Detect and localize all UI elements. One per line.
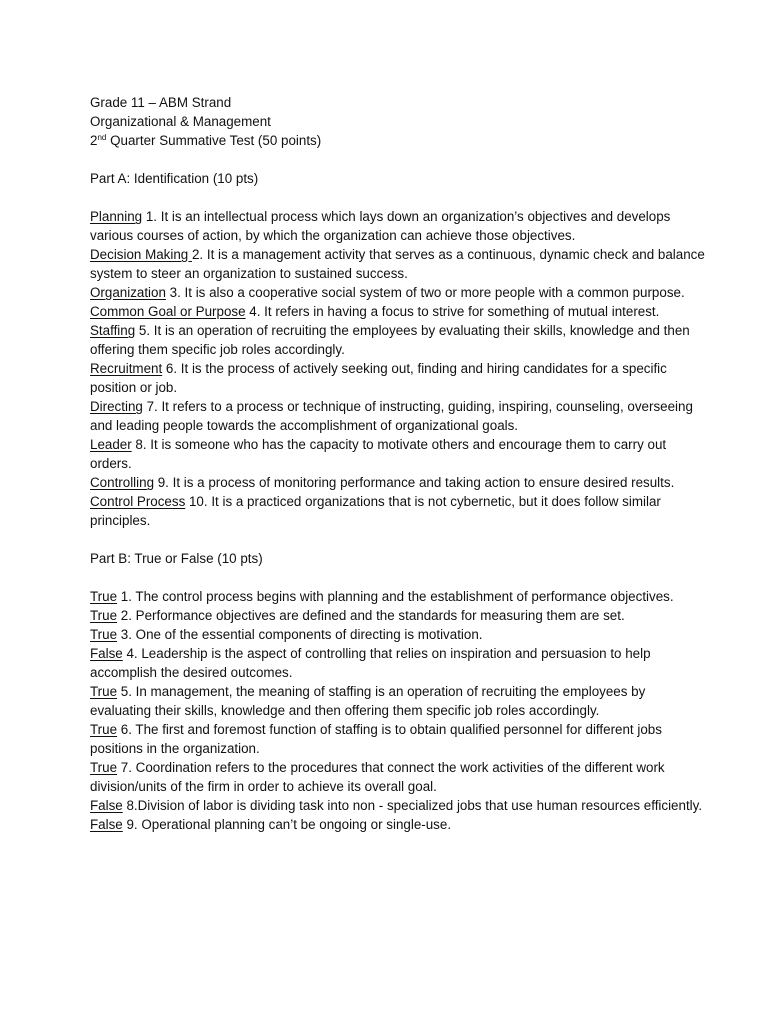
question-text: 10. It is a practiced organizations that is not cybernetic, but it does follow similar principles. bbox=[90, 494, 661, 528]
answer-text: Common Goal or Purpose bbox=[90, 304, 246, 319]
question-text: 3. One of the essential components of directing is motivation. bbox=[117, 627, 483, 642]
part-a-item bbox=[90, 473, 708, 492]
question-text: 5. It is an operation of recruiting the employees by evaluating their skills, knowledge and then offering them specific job roles accordingly. bbox=[90, 323, 690, 357]
part-a-list bbox=[90, 207, 708, 530]
answer-text: False bbox=[90, 798, 123, 813]
header-test-label: Quarter Summative Test (50 points) bbox=[106, 133, 322, 148]
header-test-title bbox=[90, 131, 708, 150]
question-text: 9. Operational planning can’t be ongoing or single-use. bbox=[122, 817, 452, 832]
part-b-item bbox=[90, 720, 708, 758]
answer-text: False bbox=[90, 646, 123, 661]
answer-text: Leader bbox=[90, 437, 132, 452]
question-text: 3. It is also a cooperative social system of two or more people with a common purpose. bbox=[165, 285, 685, 300]
answer-text: Planning bbox=[90, 209, 143, 224]
answer-text: Staffing bbox=[90, 323, 136, 338]
answer-text: Directing bbox=[90, 399, 143, 414]
question-text: 8. It is someone who has the capacity to motivate others and encourage them to carry out orders. bbox=[90, 437, 667, 471]
question-text: 2. It is a management activity that serves as a continuous, dynamic check and balance system to steer an organization to sustained success. bbox=[90, 247, 705, 281]
part-a-item bbox=[90, 207, 708, 245]
question-text: 6. It is the process of actively seeking out, finding and hiring candidates for a specific position or job. bbox=[90, 361, 667, 395]
part-b-item bbox=[90, 682, 708, 720]
header-quarter-suffix: nd bbox=[97, 133, 107, 142]
part-b-item bbox=[90, 606, 708, 625]
answer-text: True bbox=[90, 627, 118, 642]
question-text: 5. In management, the meaning of staffing is an operation of recruiting the employees by evaluating their skills, knowledge and then offering them specific job roles accordingly. bbox=[90, 684, 646, 718]
part-b-item bbox=[90, 796, 708, 815]
answer-text: Decision Making bbox=[90, 247, 192, 262]
part-a-item bbox=[90, 302, 708, 321]
part-b-item bbox=[90, 758, 708, 796]
answer-text: True bbox=[90, 608, 118, 623]
header-grade-strand: Grade 11 – ABM Strand bbox=[90, 95, 232, 110]
part-b-item bbox=[90, 815, 708, 834]
part-b-item bbox=[90, 587, 708, 606]
question-text: 2. Performance objectives are defined and the standards for measuring them are set. bbox=[117, 608, 625, 623]
answer-text: True bbox=[90, 684, 118, 699]
question-text: 1. The control process begins with planning and the establishment of performance objectives. bbox=[117, 589, 674, 604]
part-a-item bbox=[90, 283, 708, 302]
part-b-list bbox=[90, 587, 708, 834]
question-text: 1. It is an intellectual process which lays down an organization’s objectives and develops various courses of action, by which the organization can achieve those objectives. bbox=[90, 209, 671, 243]
header-subject: Organizational & Management bbox=[90, 114, 271, 129]
question-text: 7. Coordination refers to the procedures that connect the work activities of the different work division/units of the firm in order to achieve its overall goal. bbox=[90, 760, 665, 794]
question-text: 8.Division of labor is dividing task into non - specialized jobs that use human resources efficiently. bbox=[122, 798, 703, 813]
answer-text: Controlling bbox=[90, 475, 155, 490]
part-a-item bbox=[90, 359, 708, 397]
header-quarter-number: 2 bbox=[90, 133, 98, 148]
answer-text: True bbox=[90, 589, 118, 604]
part-a-item bbox=[90, 321, 708, 359]
question-text: 6. The first and foremost function of staffing is to obtain qualified personnel for different jobs positions in the organization. bbox=[90, 722, 662, 756]
question-text: 4. It refers in having a focus to strive for something of mutual interest. bbox=[245, 304, 660, 319]
part-b-title: Part B: True or False (10 pts) bbox=[90, 551, 263, 566]
answer-text: True bbox=[90, 722, 118, 737]
part-b-item bbox=[90, 625, 708, 644]
part-a-item bbox=[90, 245, 708, 283]
part-a-item bbox=[90, 492, 708, 530]
answer-text: Recruitment bbox=[90, 361, 163, 376]
part-a-title: Part A: Identification (10 pts) bbox=[90, 171, 259, 186]
answer-text: True bbox=[90, 760, 118, 775]
question-text: 4. Leadership is the aspect of controlling that relies on inspiration and persuasion to help accomplish the desired outcomes. bbox=[90, 646, 651, 680]
answer-text: Organization bbox=[90, 285, 166, 300]
answer-text: Control Process bbox=[90, 494, 186, 509]
question-text: 7. It refers to a process or technique of instructing, guiding, inspiring, counseling, overseeing and leading people towards the accomplishment of organizational goals. bbox=[90, 399, 693, 433]
question-text: 9. It is a process of monitoring performance and taking action to ensure desired results. bbox=[154, 475, 675, 490]
part-a-item bbox=[90, 435, 708, 473]
part-b-item bbox=[90, 644, 708, 682]
answer-text: False bbox=[90, 817, 123, 832]
part-a-item bbox=[90, 397, 708, 435]
